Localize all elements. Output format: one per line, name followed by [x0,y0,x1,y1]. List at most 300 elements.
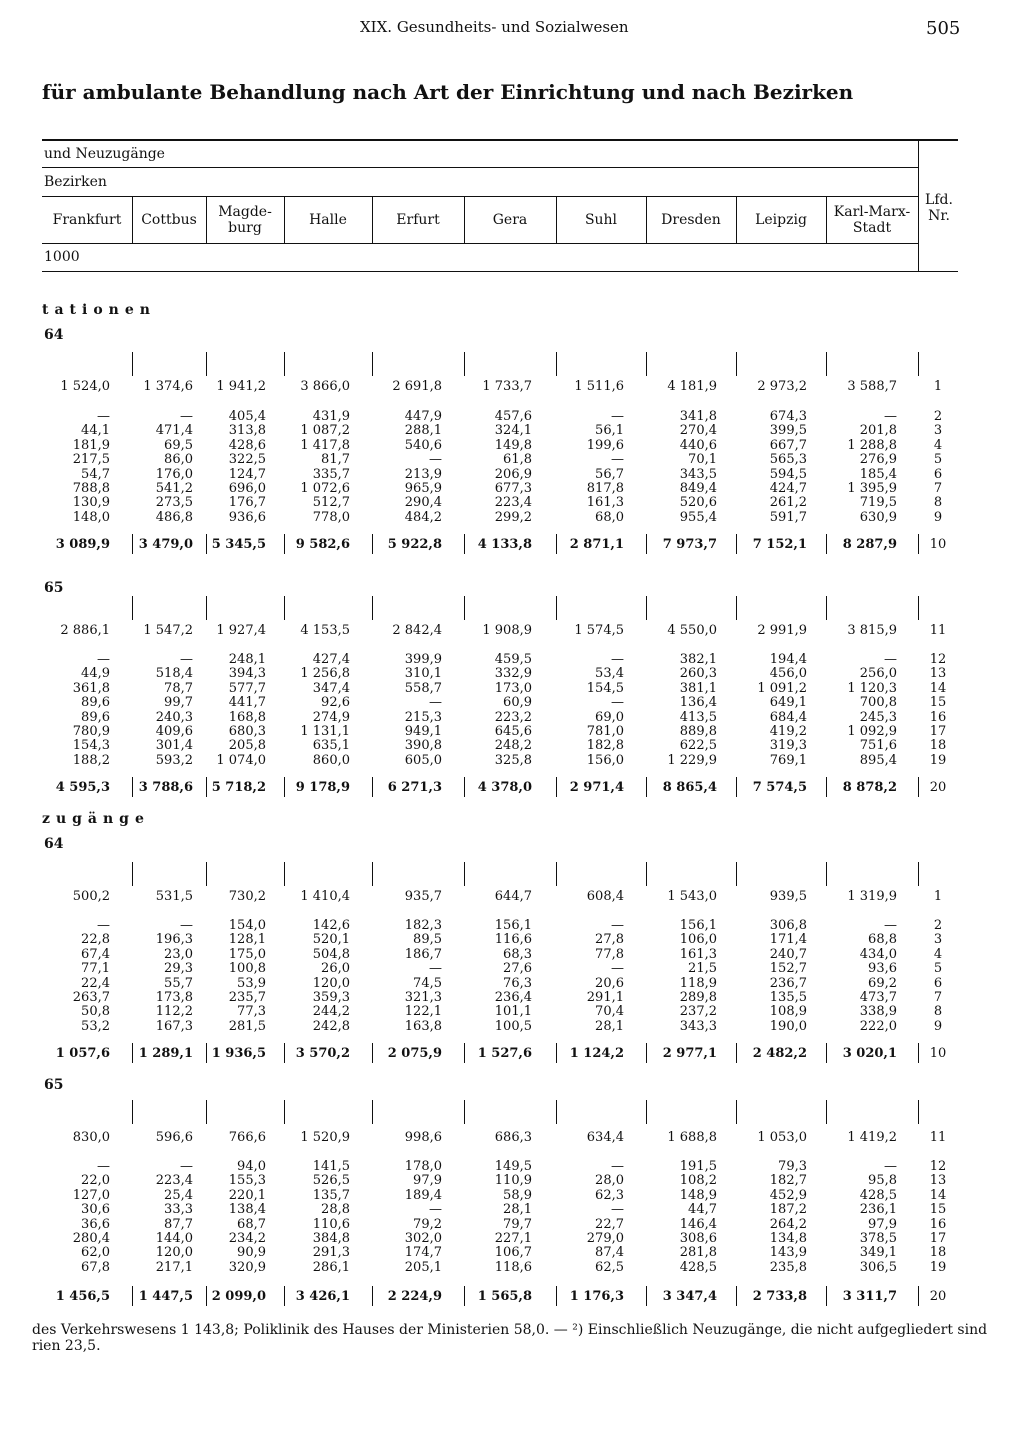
table-cell: 405,4 [228,409,266,424]
table-cell: 194,4 [769,652,807,667]
row-number: 15 [929,695,947,711]
row-number: 20 [929,1289,947,1304]
table-cell: 531,5 [155,889,193,904]
row-number: 1 [933,889,943,904]
table-cell: 152,7 [769,961,807,977]
column-header-5: Gera [492,212,528,228]
row-number: 6 [933,975,943,991]
table-cell: 335,7 [312,466,350,482]
total-row-divider [918,1286,919,1306]
table-cell: 53,2 [81,1018,110,1034]
table-cell: 1 072,6 [300,481,350,496]
table-cell: 419,2 [769,724,807,739]
table-cell: 237,2 [679,1004,717,1020]
table-cell: 3 311,7 [842,1289,897,1304]
column-divider [132,197,133,243]
table-cell: 62,0 [81,1245,110,1261]
table-cell: 89,6 [81,695,110,711]
row-number: 8 [933,495,943,511]
column-divider [284,197,285,243]
table-cell: 53,9 [237,975,266,991]
table-cell: 2 973,2 [757,379,807,394]
table-cell: 167,3 [155,1018,193,1034]
table-cell: 2 224,9 [387,1289,442,1304]
table-cell: 540,6 [404,437,442,453]
table-cell: 201,8 [859,423,897,439]
table-cell: 33,3 [164,1202,193,1218]
table-cell: 778,0 [312,509,350,525]
table-cell: 434,0 [859,946,897,962]
table-cell: 185,4 [859,466,897,482]
table-cell: 3 426,1 [295,1289,350,1304]
table-cell: 5 345,5 [211,537,266,552]
total-row-divider [918,1043,919,1063]
table-cell: 274,9 [312,709,350,725]
table-cell: 889,8 [679,724,717,739]
table-cell: — [884,1159,897,1174]
rule-top [42,139,958,141]
table-cell: 3 588,7 [847,379,897,394]
table-cell: 67,4 [81,946,110,962]
footnote-line-1: des Verkehrswesens 1 143,8; Poliklinik des Hauses der Ministerien 58,0. — ²) Einschließlich Neuzugänge, die nicht aufgegliedert sind [32,1322,988,1338]
table-cell: 135,5 [769,990,807,1005]
table-cell: 7 574,5 [752,780,807,795]
table-cell: 60,9 [503,695,532,711]
table-cell: 8 865,4 [662,780,717,795]
row-number: 4 [933,946,943,962]
table-cell: — [429,961,442,977]
table-cell: 9 178,9 [295,780,350,795]
table-cell: 8 878,2 [842,780,897,795]
table-cell: 235,7 [228,990,266,1005]
row-number: 17 [929,724,947,739]
table-cell: 112,2 [155,1004,193,1020]
table-cell: 161,3 [586,495,624,511]
table-cell: 22,4 [81,975,110,991]
table-cell: 94,0 [237,1159,266,1174]
table-cell: 288,1 [404,423,442,439]
table-cell: 324,1 [494,423,532,439]
row-number: 16 [929,1216,947,1232]
table-cell: 223,2 [494,709,532,725]
table-cell: 409,6 [155,724,193,739]
row-number: 15 [929,1202,947,1218]
table-cell: 70,4 [595,1004,624,1020]
table-cell: 3 815,9 [847,623,897,638]
table-cell: 1 124,2 [569,1046,624,1061]
table-cell: 67,8 [81,1259,110,1275]
table-cell: 199,6 [586,437,624,453]
table-cell: 1 511,6 [574,379,624,394]
table-cell: 320,9 [228,1259,266,1275]
table-cell: 87,7 [164,1216,193,1232]
row-number: 11 [929,623,947,638]
table-cell: 788,8 [72,481,110,496]
table-cell: 459,5 [494,652,532,667]
rule-bottom [42,271,958,272]
table-cell: 222,0 [859,1018,897,1034]
table-cell: 1 229,9 [667,752,717,768]
table-cell: 27,6 [503,961,532,977]
section-column-divider [736,596,737,620]
table-cell: 332,9 [494,666,532,682]
row-number: 4 [933,437,943,453]
section-column-divider [206,1100,207,1124]
table-cell: 2 075,9 [387,1046,442,1061]
table-cell: 182,8 [586,738,624,754]
column-divider [556,197,557,243]
table-cell: 68,3 [503,946,532,962]
table-cell: 217,1 [155,1259,193,1275]
table-cell: 504,8 [312,946,350,962]
table-cell: 686,3 [494,1130,532,1145]
table-cell: 182,7 [769,1173,807,1189]
table-cell: 3 479,0 [138,537,193,552]
section-column-divider [372,1100,373,1124]
table-cell: 399,5 [769,423,807,439]
table-cell: 384,8 [312,1231,350,1246]
table-cell: 175,0 [228,946,266,962]
table-cell: 174,7 [404,1245,442,1261]
table-cell: 205,1 [404,1259,442,1275]
table-cell: 381,1 [679,680,717,696]
table-cell: 306,5 [859,1259,897,1275]
table-cell: 69,0 [595,709,624,725]
section-column-divider [206,352,207,376]
table-cell: 149,5 [494,1159,532,1174]
table-cell: 9 582,6 [295,537,350,552]
section-column-divider [284,1100,285,1124]
row-number: 13 [929,666,947,682]
section-column-divider [918,596,919,620]
table-cell: 27,8 [595,932,624,948]
table-cell: — [180,918,193,933]
table-cell: 751,6 [859,738,897,754]
table-cell: 1 927,4 [216,623,266,638]
table-cell: 424,7 [769,481,807,496]
table-cell: 936,6 [228,509,266,525]
table-cell: 2 971,4 [569,780,624,795]
table-cell: 1 131,1 [300,724,350,739]
column-header-7: Dresden [661,212,721,228]
row-number: 6 [933,466,943,482]
column-divider [206,197,207,243]
table-cell: 99,7 [164,695,193,711]
table-cell: 30,6 [81,1202,110,1218]
table-cell: 361,8 [72,680,110,696]
table-cell: 155,3 [228,1173,266,1189]
table-cell: 240,3 [155,709,193,725]
table-cell: 50,8 [81,1004,110,1020]
table-cell: 130,9 [72,495,110,511]
table-cell: 89,6 [81,709,110,725]
table-cell: — [884,409,897,424]
table-cell: 301,4 [155,738,193,754]
table-cell: — [611,918,624,933]
row-number: 10 [929,1046,947,1061]
row-number: 2 [933,918,943,933]
table-cell: 163,8 [404,1018,442,1034]
table-cell: 61,8 [503,452,532,468]
table-cell: 178,0 [404,1159,442,1174]
table-cell: 213,9 [404,466,442,482]
table-cell: 308,6 [679,1231,717,1246]
table-cell: 168,8 [228,709,266,725]
table-cell: 55,7 [164,975,193,991]
row-number: 1 [933,379,943,394]
column-header-6: Suhl [584,212,618,228]
section-column-divider [736,352,737,376]
table-cell: 186,7 [404,946,442,962]
table-cell: 1 417,8 [300,437,350,453]
table-cell: 22,8 [81,932,110,948]
table-cell: 1 074,0 [216,752,266,768]
table-cell: 154,5 [586,680,624,696]
table-cell: 313,8 [228,423,266,439]
table-cell: — [884,652,897,667]
table-cell: 359,3 [312,990,350,1005]
table-cell: 1 733,7 [482,379,532,394]
table-cell: 299,2 [494,509,532,525]
table-cell: 1 574,5 [574,623,624,638]
table-cell: 79,3 [778,1159,807,1174]
table-cell: 245,3 [859,709,897,725]
table-cell: — [429,1202,442,1218]
section-column-divider [206,596,207,620]
section-title: tationen [42,302,156,318]
table-cell: 1 120,3 [847,680,897,696]
table-cell: 196,3 [155,932,193,948]
table-cell: 428,6 [228,437,266,453]
table-cell: 190,0 [769,1018,807,1034]
table-cell: 1 447,5 [138,1289,193,1304]
table-cell: 28,0 [595,1173,624,1189]
table-cell: — [611,652,624,667]
table-cell: 306,8 [769,918,807,933]
table-cell: 2 733,8 [752,1289,807,1304]
table-cell: 236,4 [494,990,532,1005]
table-cell: 447,9 [404,409,442,424]
table-cell: 949,1 [404,724,442,739]
table-cell: — [429,695,442,711]
table-cell: 187,2 [769,1202,807,1218]
table-cell: 22,0 [81,1173,110,1189]
section-year: 64 [44,836,64,852]
table-cell: 236,1 [859,1202,897,1218]
table-cell: — [884,918,897,933]
table-cell: 69,2 [868,975,897,991]
table-cell: 680,3 [228,724,266,739]
section-column-divider [646,352,647,376]
table-cell: 608,4 [586,889,624,904]
table-cell: 134,8 [769,1231,807,1246]
table-cell: 591,7 [769,509,807,525]
table-cell: 68,7 [237,1216,266,1232]
table-title: für ambulante Behandlung nach Art der Einrichtung und nach Bezirken [42,80,854,104]
table-cell: — [611,961,624,977]
table-cell: 526,5 [312,1173,350,1189]
table-cell: 156,1 [679,918,717,933]
table-cell: 95,8 [868,1173,897,1189]
table-cell: 77,1 [81,961,110,977]
table-cell: 541,2 [155,481,193,496]
table-cell: 260,3 [679,666,717,682]
table-cell: 830,0 [72,1130,110,1145]
row-number: 14 [929,1187,947,1203]
table-cell: 2 991,9 [757,623,807,638]
table-cell: 343,3 [679,1018,717,1034]
table-cell: 2 977,1 [662,1046,717,1061]
table-cell: 635,1 [312,738,350,754]
table-cell: 2 482,2 [752,1046,807,1061]
table-cell: 1 289,1 [138,1046,193,1061]
column-divider [646,197,647,243]
table-cell: 634,4 [586,1130,624,1145]
table-cell: 719,5 [859,495,897,511]
table-cell: 1 936,5 [211,1046,266,1061]
footnote-line-2: rien 23,5. [32,1338,101,1354]
table-cell: 176,0 [155,466,193,482]
table-cell: 143,9 [769,1245,807,1261]
table-cell: 4 181,9 [667,379,717,394]
table-cell: 270,4 [679,423,717,439]
table-cell: 154,0 [228,918,266,933]
table-cell: 955,4 [679,509,717,525]
row-number: 17 [929,1231,947,1246]
table-cell: 780,9 [72,724,110,739]
table-cell: 74,5 [413,975,442,991]
row-number: 14 [929,680,947,696]
table-cell: 110,6 [312,1216,350,1232]
table-cell: 471,4 [155,423,193,439]
table-cell: 263,7 [72,990,110,1005]
table-cell: 1 543,0 [667,889,717,904]
row-number: 9 [933,1018,943,1034]
table-cell: 223,4 [155,1173,193,1189]
table-cell: 120,0 [312,975,350,991]
row-number: 11 [929,1130,947,1145]
section-column-divider [556,862,557,886]
column-divider [736,197,737,243]
table-cell: 70,1 [688,452,717,468]
table-cell: 149,8 [494,437,532,453]
row-number: 19 [929,752,947,768]
table-cell: 281,8 [679,1245,717,1261]
row-number: 12 [929,652,947,667]
row-number: 5 [933,961,943,977]
table-cell: 81,7 [321,452,350,468]
table-cell: 248,1 [228,652,266,667]
table-cell: 558,7 [404,680,442,696]
table-cell: 23,0 [164,946,193,962]
table-cell: 128,1 [228,932,266,948]
table-cell: 3 089,9 [55,537,110,552]
table-cell: 144,0 [155,1231,193,1246]
table-cell: 390,8 [404,738,442,754]
table-cell: 310,1 [404,666,442,682]
table-cell: 565,3 [769,452,807,468]
table-cell: 394,3 [228,666,266,682]
table-cell: 191,5 [679,1159,717,1174]
table-cell: 89,5 [413,932,442,948]
table-cell: 28,8 [321,1202,350,1218]
table-cell: 3 020,1 [842,1046,897,1061]
table-cell: 512,7 [312,495,350,511]
table-cell: 97,9 [413,1173,442,1189]
table-cell: 1 092,9 [847,724,897,739]
table-cell: 161,3 [679,946,717,962]
table-cell: 154,3 [72,738,110,754]
table-cell: 8 287,9 [842,537,897,552]
table-cell: 427,4 [312,652,350,667]
column-divider [372,197,373,243]
table-cell: 338,9 [859,1004,897,1020]
table-cell: 58,9 [503,1187,532,1203]
table-cell: 3 347,4 [662,1289,717,1304]
section-column-divider [372,596,373,620]
table-cell: 378,5 [859,1231,897,1246]
table-cell: 696,0 [228,481,266,496]
table-cell: 1 908,9 [482,623,532,638]
table-cell: 79,2 [413,1216,442,1232]
table-cell: 26,0 [321,961,350,977]
table-cell: 605,0 [404,752,442,768]
table-cell: 2 691,8 [392,379,442,394]
column-header-2: Magde- burg [218,204,272,236]
table-cell: 343,5 [679,466,717,482]
header-row-neuzugaenge: und Neuzugänge [44,146,165,162]
table-cell: 1 941,2 [216,379,266,394]
table-cell: 276,9 [859,452,897,468]
table-cell: 205,8 [228,738,266,754]
table-cell: 280,4 [72,1231,110,1246]
table-cell: 1 087,2 [300,423,350,439]
section-column-divider [372,352,373,376]
table-cell: 325,8 [494,752,532,768]
lfd-nr-header: Lfd. Nr. [925,192,953,224]
table-cell: 4 550,0 [667,623,717,638]
table-cell: 4 595,3 [55,780,110,795]
header-row-bezirken: Bezirken [44,174,107,190]
table-cell: 291,3 [312,1245,350,1261]
section-column-divider [826,1100,827,1124]
section-column-divider [826,862,827,886]
table-cell: 56,1 [595,423,624,439]
table-cell: — [611,695,624,711]
table-cell: 106,0 [679,932,717,948]
table-cell: 44,1 [81,423,110,439]
table-cell: 173,8 [155,990,193,1005]
table-cell: 25,4 [164,1187,193,1203]
table-cell: 100,8 [228,961,266,977]
table-cell: 28,1 [595,1018,624,1034]
table-cell: 2 099,0 [211,1289,266,1304]
table-cell: 118,9 [679,975,717,991]
table-cell: — [97,652,110,667]
section-column-divider [918,352,919,376]
section-year: 65 [44,1077,64,1093]
table-cell: 261,2 [769,495,807,511]
table-cell: 36,6 [81,1216,110,1232]
table-cell: 76,3 [503,975,532,991]
row-number: 7 [933,990,943,1005]
row-number: 19 [929,1259,947,1275]
table-cell: 44,7 [688,1202,717,1218]
table-cell: 142,6 [312,918,350,933]
table-cell: 21,5 [688,961,717,977]
table-cell: 79,7 [503,1216,532,1232]
row-number: 16 [929,709,947,725]
